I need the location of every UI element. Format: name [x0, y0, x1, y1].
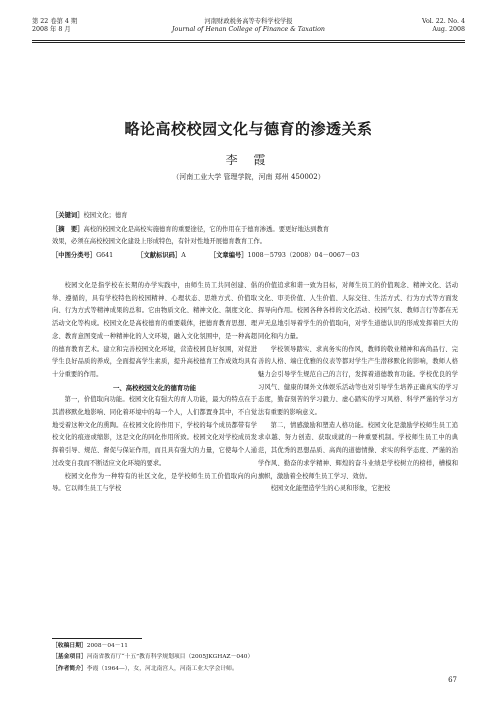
running-header	[32, 18, 465, 40]
footnotes	[52, 641, 457, 675]
page-number: 67	[448, 676, 457, 684]
header-rule	[32, 40, 465, 41]
volume-issue-en: Vol. 22. No. 4	[422, 18, 465, 25]
footnote-fund: ［基金项目］河南省教育厅“十五”教育科学规划项目（2005JKGHAZ－040）	[52, 654, 254, 661]
header-right	[422, 18, 465, 34]
abstract-line-2: 效果，必须在高校校园文化建设上形成特色，有针对性地开展德育教育工作。	[52, 237, 267, 245]
article-title: 略论高校校园文化与德育的渗透关系	[124, 120, 373, 138]
keywords-label: ［关键词］	[52, 212, 84, 219]
footnote-author-bio: ［作者简介］李霞（1964—），女，河北南宫人，河南工业大学会计师。	[52, 665, 238, 672]
paragraph: 校园文化是指学校在长期的办学实践中，由师生员工共同创建、倡举、遵循的，具有学校特色的校园精神、心理状态、思维方式、价值取向、行为方式等精神成果的总和。它由物质文化、精神文化、制度文化、活动文化等构成。校园文化是高校德育的重要载体，把德育教育思想、理念、教育意图变成一种精神化的人文环境，融入文化氛围中，是一种高超的德育教育艺术。建立和完善校园文化环境，营造校园良好氛围，对促进学生良好品质的养成，全面提高学生素质，提升高校德育工作成效均具有十分重要的作用。	[52, 282, 257, 378]
body-column-right	[258, 280, 458, 496]
classification-row	[52, 250, 445, 262]
keywords-text: 校园文化；德育	[83, 212, 128, 219]
section-heading: 一、高校校园文化的德育功能	[112, 383, 197, 392]
author-affiliation: （河南工业大学 管理学院，河南 郑州 450002）	[172, 173, 325, 181]
clc-label: ［中图分类号］	[52, 252, 97, 259]
abstract	[52, 224, 445, 247]
doc-code-label: ［文献标识码］	[137, 252, 182, 259]
keywords	[52, 210, 445, 222]
paragraph-continued: 的价值追求和谐一致为目标，对师生员工的价值观念、精神文化、活动文化、审美价值、人生价值、人际交往、生活方式、行为方式等方面发挥导向作用。校园各种各样的文化活动、校园气氛、教师言行等都在无声无息地引导着学生的价值取向，对学生道德认识的形成发挥着巨大的同化和内力量。	[258, 282, 458, 340]
footnote-received: ［收稿日期］2008－04－11	[52, 643, 128, 649]
paragraph: 校园文化能塑造学生的心灵和形象，它把校	[270, 485, 391, 493]
clc-value: G641	[96, 252, 114, 259]
header-rule-thin	[32, 42, 465, 43]
header-center	[32, 18, 465, 34]
abstract-line-1: 高校的校园文化是高校实施德育的重要途径，它的作用在于德育渗透。要更好地达到教育	[83, 226, 330, 233]
article-no-value: 1008－5793（2008）04－0067－03	[247, 252, 360, 259]
doc-code-value: A	[181, 252, 186, 259]
issue-date-en: Aug. 2008	[432, 26, 465, 33]
paragraph: 第二，情感激励和塑造人格功能。校园文化是激励学校师生员工追求卓越、努力创造、获取成就的一种重要机制。学校师生员工中的典范，其优秀的思想品质、高尚的道德情操、求实的科学态度、严谨的治学作风、勤奋的求学精神、辉煌的奋斗业绩是学校树立的榜样，槽模和旗帜，激励着全校师生员工学习、效仿。	[258, 421, 458, 480]
author-name: 李 霞	[225, 153, 272, 167]
paragraph: 校园文化作为一种特有的社区文化，是学校师生员工价值取向的向导。它以师生员工与学校	[52, 472, 257, 493]
paragraph: 学校领导踏实、求真务实的作风，教师的敬业精神和高尚品行、完善的人格、端庄优雅的仪表等都对学生产生潜移默化的影响，教师人格魅力会引导学生规范自己的言行，发挥着道德教育功能。学校优良的学习风气、健康的课外文体娱乐活动等也对引导学生培养正确真实的学习态度，勤奋刻苦的学习毅力、虚心踏实的学习风格、科学严谨的学习方法有重要的影响意义。	[258, 345, 458, 417]
footnote-rule	[52, 638, 142, 639]
abstract-label: ［摘 要］	[52, 226, 84, 233]
paragraph: 第一，价值取向功能。校园文化有强大的育人功能，最大的特点在于其潜移默化地影响、同化着环境中的每一个人，人们都置身其中，不自觉地受着这种文化的熏陶。在校园文化的作用下，学校的每个成员都带有学校文化的痕迹或缩影，这是文化的同化作用所致。校园文化对学校成员发挥着引导、规范、督促与保证作用，而且具有强大的力量，它使每个人通过改变自我而不断适应文化环境的要求。	[52, 396, 257, 467]
article-no-label: ［文章编号］	[209, 252, 248, 259]
journal-name-cn: 河南财政税务高等专科学校学报	[204, 18, 293, 25]
volume-issue: 第 22 卷第 4 期	[32, 18, 78, 25]
issue-date: 2008 年 8 月	[32, 26, 71, 33]
journal-name-en: Journal of Henan College of Finance & Taxation	[172, 26, 325, 33]
body-column-left	[52, 280, 257, 496]
